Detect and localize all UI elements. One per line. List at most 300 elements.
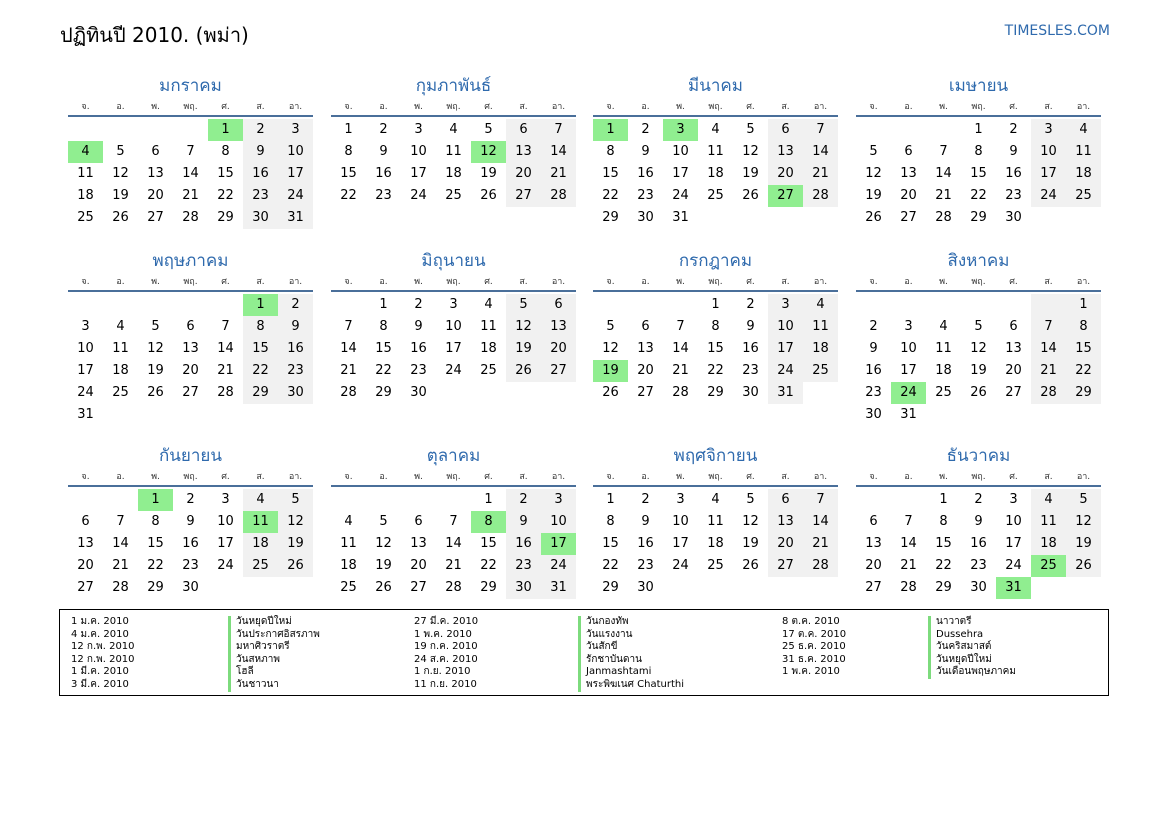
day-cell[interactable]: 5	[379, 514, 388, 529]
day-cell[interactable]: 16	[410, 341, 427, 356]
site-link[interactable]: TIMESLES.COM	[1004, 23, 1110, 39]
day-cell[interactable]: 29	[707, 385, 724, 400]
day-cell[interactable]: 8	[151, 514, 160, 529]
day-cell[interactable]: 3	[414, 122, 423, 137]
day-cell[interactable]: 27	[77, 580, 94, 595]
day-cell[interactable]: 8	[606, 514, 615, 529]
day-cell[interactable]: 25	[112, 385, 129, 400]
day-cell[interactable]: 19	[970, 363, 987, 378]
day-cell[interactable]: 15	[935, 536, 952, 551]
day-cell[interactable]: 22	[375, 363, 392, 378]
day-cell[interactable]: 11	[1031, 511, 1066, 533]
day-cell[interactable]: 25	[480, 363, 497, 378]
day-cell[interactable]: 10	[445, 319, 462, 334]
day-cell[interactable]: 15	[970, 166, 987, 181]
day-cell[interactable]: 24	[445, 363, 462, 378]
day-cell[interactable]: 27	[768, 555, 803, 577]
day-cell[interactable]: 6	[506, 119, 541, 141]
day-cell[interactable]: 10	[768, 316, 803, 338]
day-cell[interactable]: 20	[900, 188, 917, 203]
day-cell[interactable]: 19	[112, 188, 129, 203]
day-cell[interactable]: 14	[672, 341, 689, 356]
day-cell[interactable]: 8	[939, 514, 948, 529]
day-cell[interactable]: 20	[147, 188, 164, 203]
day-cell[interactable]: 5	[116, 144, 125, 159]
day-cell[interactable]: 25	[707, 188, 724, 203]
day-cell[interactable]: 5	[506, 294, 541, 316]
day-cell[interactable]: 30	[1005, 210, 1022, 225]
day-cell[interactable]: 9	[641, 144, 650, 159]
day-cell[interactable]: 24	[77, 385, 94, 400]
day-cell[interactable]: 20	[410, 558, 427, 573]
day-cell[interactable]: 9	[379, 144, 388, 159]
day-cell[interactable]: 2	[379, 122, 388, 137]
holiday-day-cell[interactable]: 12	[471, 141, 506, 163]
day-cell[interactable]: 2	[869, 319, 878, 334]
day-cell[interactable]: 7	[449, 514, 458, 529]
day-cell[interactable]: 15	[147, 536, 164, 551]
day-cell[interactable]: 17	[77, 363, 94, 378]
day-cell[interactable]: 10	[1005, 514, 1022, 529]
day-cell[interactable]: 26	[112, 210, 129, 225]
day-cell[interactable]: 15	[480, 536, 497, 551]
day-cell[interactable]: 24	[1031, 185, 1066, 207]
day-cell[interactable]: 28	[803, 185, 838, 207]
day-cell[interactable]: 6	[541, 294, 576, 316]
day-cell[interactable]: 20	[637, 363, 654, 378]
day-cell[interactable]: 16	[970, 536, 987, 551]
day-cell[interactable]: 27	[182, 385, 199, 400]
day-cell[interactable]: 13	[77, 536, 94, 551]
day-cell[interactable]: 25	[77, 210, 94, 225]
holiday-day-cell[interactable]: 25	[1031, 555, 1066, 577]
day-cell[interactable]: 18	[77, 188, 94, 203]
day-cell[interactable]: 7	[116, 514, 125, 529]
day-cell[interactable]: 2	[278, 294, 313, 316]
day-cell[interactable]: 6	[768, 119, 803, 141]
day-cell[interactable]: 14	[217, 341, 234, 356]
day-cell[interactable]: 15	[707, 341, 724, 356]
day-cell[interactable]: 23	[1005, 188, 1022, 203]
day-cell[interactable]: 9	[506, 511, 541, 533]
day-cell[interactable]: 20	[506, 163, 541, 185]
day-cell[interactable]: 1	[939, 492, 948, 507]
holiday-day-cell[interactable]: 19	[593, 360, 628, 382]
day-cell[interactable]: 30	[865, 407, 882, 422]
day-cell[interactable]: 2	[414, 297, 423, 312]
day-cell[interactable]: 31	[278, 207, 313, 229]
day-cell[interactable]: 12	[602, 341, 619, 356]
day-cell[interactable]: 7	[676, 319, 685, 334]
day-cell[interactable]: 2	[974, 492, 983, 507]
day-cell[interactable]: 21	[217, 363, 234, 378]
day-cell[interactable]: 1	[344, 122, 353, 137]
day-cell[interactable]: 26	[375, 580, 392, 595]
day-cell[interactable]: 18	[1031, 533, 1066, 555]
day-cell[interactable]: 30	[410, 385, 427, 400]
day-cell[interactable]: 24	[410, 188, 427, 203]
day-cell[interactable]: 24	[672, 558, 689, 573]
day-cell[interactable]: 9	[243, 141, 278, 163]
day-cell[interactable]: 22	[707, 363, 724, 378]
day-cell[interactable]: 14	[900, 536, 917, 551]
day-cell[interactable]: 29	[970, 210, 987, 225]
day-cell[interactable]: 5	[869, 144, 878, 159]
day-cell[interactable]: 1	[974, 122, 983, 137]
day-cell[interactable]: 18	[1066, 163, 1101, 185]
holiday-day-cell[interactable]: 1	[243, 294, 278, 316]
day-cell[interactable]: 29	[602, 580, 619, 595]
day-cell[interactable]: 10	[217, 514, 234, 529]
day-cell[interactable]: 4	[449, 122, 458, 137]
day-cell[interactable]: 4	[1066, 119, 1101, 141]
day-cell[interactable]: 13	[182, 341, 199, 356]
day-cell[interactable]: 23	[637, 558, 654, 573]
day-cell[interactable]: 11	[707, 514, 724, 529]
day-cell[interactable]: 7	[1031, 316, 1066, 338]
day-cell[interactable]: 13	[506, 141, 541, 163]
day-cell[interactable]: 11	[1066, 141, 1101, 163]
day-cell[interactable]: 3	[449, 297, 458, 312]
day-cell[interactable]: 3	[541, 489, 576, 511]
day-cell[interactable]: 26	[970, 385, 987, 400]
day-cell[interactable]: 12	[865, 166, 882, 181]
day-cell[interactable]: 22	[970, 188, 987, 203]
day-cell[interactable]: 8	[344, 144, 353, 159]
holiday-day-cell[interactable]: 1	[593, 119, 628, 141]
day-cell[interactable]: 12	[742, 514, 759, 529]
day-cell[interactable]: 17	[900, 363, 917, 378]
day-cell[interactable]: 30	[182, 580, 199, 595]
day-cell[interactable]: 3	[81, 319, 90, 334]
day-cell[interactable]: 14	[541, 141, 576, 163]
day-cell[interactable]: 12	[506, 316, 541, 338]
holiday-day-cell[interactable]: 24	[891, 382, 926, 404]
day-cell[interactable]: 16	[637, 166, 654, 181]
day-cell[interactable]: 28	[217, 385, 234, 400]
day-cell[interactable]: 25	[340, 580, 357, 595]
day-cell[interactable]: 26	[865, 210, 882, 225]
day-cell[interactable]: 17	[217, 536, 234, 551]
day-cell[interactable]: 30	[742, 385, 759, 400]
day-cell[interactable]: 4	[711, 122, 720, 137]
day-cell[interactable]: 23	[506, 555, 541, 577]
day-cell[interactable]: 4	[243, 489, 278, 511]
day-cell[interactable]: 13	[410, 536, 427, 551]
day-cell[interactable]: 28	[803, 555, 838, 577]
day-cell[interactable]: 4	[116, 319, 125, 334]
day-cell[interactable]: 28	[541, 185, 576, 207]
day-cell[interactable]: 31	[768, 382, 803, 404]
day-cell[interactable]: 16	[243, 163, 278, 185]
day-cell[interactable]: 23	[865, 385, 882, 400]
day-cell[interactable]: 7	[186, 144, 195, 159]
day-cell[interactable]: 3	[278, 119, 313, 141]
day-cell[interactable]: 7	[803, 119, 838, 141]
day-cell[interactable]: 11	[112, 341, 129, 356]
day-cell[interactable]: 29	[375, 385, 392, 400]
day-cell[interactable]: 5	[484, 122, 493, 137]
day-cell[interactable]: 13	[900, 166, 917, 181]
day-cell[interactable]: 15	[340, 166, 357, 181]
day-cell[interactable]: 9	[414, 319, 423, 334]
day-cell[interactable]: 8	[1066, 316, 1101, 338]
day-cell[interactable]: 12	[147, 341, 164, 356]
day-cell[interactable]: 26	[278, 555, 313, 577]
day-cell[interactable]: 18	[707, 536, 724, 551]
day-cell[interactable]: 21	[541, 163, 576, 185]
day-cell[interactable]: 4	[484, 297, 493, 312]
day-cell[interactable]: 17	[410, 166, 427, 181]
day-cell[interactable]: 23	[637, 188, 654, 203]
day-cell[interactable]: 26	[480, 188, 497, 203]
day-cell[interactable]: 14	[803, 141, 838, 163]
day-cell[interactable]: 28	[900, 580, 917, 595]
day-cell[interactable]: 14	[1031, 338, 1066, 360]
day-cell[interactable]: 10	[1031, 141, 1066, 163]
day-cell[interactable]: 17	[1005, 536, 1022, 551]
day-cell[interactable]: 23	[742, 363, 759, 378]
day-cell[interactable]: 29	[480, 580, 497, 595]
day-cell[interactable]: 6	[186, 319, 195, 334]
day-cell[interactable]: 12	[112, 166, 129, 181]
day-cell[interactable]: 6	[414, 514, 423, 529]
day-cell[interactable]: 9	[1009, 144, 1018, 159]
day-cell[interactable]: 12	[742, 144, 759, 159]
day-cell[interactable]: 21	[803, 533, 838, 555]
day-cell[interactable]: 8	[243, 316, 278, 338]
day-cell[interactable]: 4	[711, 492, 720, 507]
day-cell[interactable]: 23	[278, 360, 313, 382]
day-cell[interactable]: 18	[707, 166, 724, 181]
day-cell[interactable]: 26	[742, 188, 759, 203]
day-cell[interactable]: 22	[243, 360, 278, 382]
day-cell[interactable]: 24	[768, 360, 803, 382]
day-cell[interactable]: 6	[151, 144, 160, 159]
day-cell[interactable]: 27	[506, 185, 541, 207]
day-cell[interactable]: 2	[1009, 122, 1018, 137]
day-cell[interactable]: 15	[1066, 338, 1101, 360]
day-cell[interactable]: 29	[243, 382, 278, 404]
day-cell[interactable]: 1	[711, 297, 720, 312]
day-cell[interactable]: 21	[803, 163, 838, 185]
holiday-day-cell[interactable]: 27	[768, 185, 803, 207]
day-cell[interactable]: 4	[939, 319, 948, 334]
day-cell[interactable]: 18	[445, 166, 462, 181]
day-cell[interactable]: 9	[641, 514, 650, 529]
day-cell[interactable]: 17	[445, 341, 462, 356]
day-cell[interactable]: 13	[147, 166, 164, 181]
day-cell[interactable]: 10	[77, 341, 94, 356]
day-cell[interactable]: 19	[742, 536, 759, 551]
day-cell[interactable]: 26	[147, 385, 164, 400]
day-cell[interactable]: 5	[746, 122, 755, 137]
day-cell[interactable]: 14	[803, 511, 838, 533]
day-cell[interactable]: 13	[768, 141, 803, 163]
day-cell[interactable]: 29	[935, 580, 952, 595]
day-cell[interactable]: 7	[904, 514, 913, 529]
day-cell[interactable]: 3	[904, 319, 913, 334]
day-cell[interactable]: 4	[344, 514, 353, 529]
day-cell[interactable]: 5	[151, 319, 160, 334]
day-cell[interactable]: 11	[935, 341, 952, 356]
day-cell[interactable]: 19	[278, 533, 313, 555]
day-cell[interactable]: 1	[379, 297, 388, 312]
day-cell[interactable]: 6	[641, 319, 650, 334]
day-cell[interactable]: 7	[344, 319, 353, 334]
day-cell[interactable]: 9	[746, 319, 755, 334]
day-cell[interactable]: 8	[974, 144, 983, 159]
day-cell[interactable]: 16	[278, 338, 313, 360]
day-cell[interactable]: 1	[606, 492, 615, 507]
day-cell[interactable]: 10	[410, 144, 427, 159]
day-cell[interactable]: 24	[217, 558, 234, 573]
day-cell[interactable]: 10	[672, 144, 689, 159]
day-cell[interactable]: 18	[340, 558, 357, 573]
day-cell[interactable]: 17	[672, 166, 689, 181]
day-cell[interactable]: 22	[340, 188, 357, 203]
day-cell[interactable]: 11	[707, 144, 724, 159]
day-cell[interactable]: 26	[1066, 555, 1101, 577]
day-cell[interactable]: 17	[278, 163, 313, 185]
day-cell[interactable]: 28	[935, 210, 952, 225]
day-cell[interactable]: 16	[637, 536, 654, 551]
day-cell[interactable]: 29	[147, 580, 164, 595]
day-cell[interactable]: 24	[672, 188, 689, 203]
day-cell[interactable]: 17	[672, 536, 689, 551]
day-cell[interactable]: 25	[707, 558, 724, 573]
day-cell[interactable]: 28	[445, 580, 462, 595]
day-cell[interactable]: 14	[445, 536, 462, 551]
day-cell[interactable]: 30	[637, 580, 654, 595]
day-cell[interactable]: 21	[1031, 360, 1066, 382]
holiday-day-cell[interactable]: 3	[663, 119, 698, 141]
day-cell[interactable]: 30	[243, 207, 278, 229]
day-cell[interactable]: 7	[541, 119, 576, 141]
day-cell[interactable]: 26	[602, 385, 619, 400]
day-cell[interactable]: 2	[186, 492, 195, 507]
day-cell[interactable]: 25	[445, 188, 462, 203]
day-cell[interactable]: 25	[1066, 185, 1101, 207]
day-cell[interactable]: 27	[147, 210, 164, 225]
day-cell[interactable]: 25	[243, 555, 278, 577]
day-cell[interactable]: 6	[81, 514, 90, 529]
day-cell[interactable]: 28	[672, 385, 689, 400]
day-cell[interactable]: 16	[1005, 166, 1022, 181]
day-cell[interactable]: 2	[506, 489, 541, 511]
day-cell[interactable]: 13	[768, 511, 803, 533]
day-cell[interactable]: 13	[541, 316, 576, 338]
day-cell[interactable]: 27	[410, 580, 427, 595]
day-cell[interactable]: 18	[112, 363, 129, 378]
day-cell[interactable]: 2	[641, 492, 650, 507]
day-cell[interactable]: 18	[803, 338, 838, 360]
day-cell[interactable]: 22	[147, 558, 164, 573]
day-cell[interactable]: 27	[637, 385, 654, 400]
day-cell[interactable]: 27	[900, 210, 917, 225]
day-cell[interactable]: 11	[803, 316, 838, 338]
day-cell[interactable]: 16	[182, 536, 199, 551]
day-cell[interactable]: 9	[278, 316, 313, 338]
day-cell[interactable]: 19	[1066, 533, 1101, 555]
day-cell[interactable]: 27	[865, 580, 882, 595]
day-cell[interactable]: 6	[1009, 319, 1018, 334]
day-cell[interactable]: 20	[77, 558, 94, 573]
day-cell[interactable]: 30	[278, 382, 313, 404]
day-cell[interactable]: 16	[506, 533, 541, 555]
day-cell[interactable]: 20	[541, 338, 576, 360]
day-cell[interactable]: 13	[1005, 341, 1022, 356]
day-cell[interactable]: 23	[243, 185, 278, 207]
day-cell[interactable]: 2	[243, 119, 278, 141]
day-cell[interactable]: 21	[900, 558, 917, 573]
day-cell[interactable]: 20	[865, 558, 882, 573]
day-cell[interactable]: 5	[974, 319, 983, 334]
day-cell[interactable]: 9	[186, 514, 195, 529]
day-cell[interactable]: 22	[602, 558, 619, 573]
day-cell[interactable]: 22	[602, 188, 619, 203]
day-cell[interactable]: 14	[112, 536, 129, 551]
day-cell[interactable]: 22	[1066, 360, 1101, 382]
holiday-day-cell[interactable]: 31	[996, 577, 1031, 599]
day-cell[interactable]: 10	[541, 511, 576, 533]
day-cell[interactable]: 20	[768, 533, 803, 555]
day-cell[interactable]: 23	[375, 188, 392, 203]
day-cell[interactable]: 10	[278, 141, 313, 163]
day-cell[interactable]: 19	[480, 166, 497, 181]
day-cell[interactable]: 5	[1066, 489, 1101, 511]
day-cell[interactable]: 31	[672, 210, 689, 225]
day-cell[interactable]: 25	[935, 385, 952, 400]
day-cell[interactable]: 22	[935, 558, 952, 573]
day-cell[interactable]: 17	[768, 338, 803, 360]
day-cell[interactable]: 3	[1031, 119, 1066, 141]
day-cell[interactable]: 8	[221, 144, 230, 159]
day-cell[interactable]: 24	[278, 185, 313, 207]
day-cell[interactable]: 10	[672, 514, 689, 529]
day-cell[interactable]: 3	[1009, 492, 1018, 507]
day-cell[interactable]: 6	[869, 514, 878, 529]
day-cell[interactable]: 30	[970, 580, 987, 595]
day-cell[interactable]: 18	[243, 533, 278, 555]
day-cell[interactable]: 21	[672, 363, 689, 378]
day-cell[interactable]: 21	[340, 363, 357, 378]
day-cell[interactable]: 7	[939, 144, 948, 159]
day-cell[interactable]: 8	[606, 144, 615, 159]
day-cell[interactable]: 20	[768, 163, 803, 185]
day-cell[interactable]: 20	[182, 363, 199, 378]
day-cell[interactable]: 14	[935, 166, 952, 181]
day-cell[interactable]: 22	[217, 188, 234, 203]
day-cell[interactable]: 7	[803, 489, 838, 511]
day-cell[interactable]: 21	[445, 558, 462, 573]
day-cell[interactable]: 7	[221, 319, 230, 334]
day-cell[interactable]: 28	[340, 385, 357, 400]
day-cell[interactable]: 19	[147, 363, 164, 378]
day-cell[interactable]: 1	[1066, 294, 1101, 316]
day-cell[interactable]: 21	[112, 558, 129, 573]
day-cell[interactable]: 19	[742, 166, 759, 181]
day-cell[interactable]: 4	[1031, 489, 1066, 511]
day-cell[interactable]: 16	[375, 166, 392, 181]
day-cell[interactable]: 27	[541, 360, 576, 382]
day-cell[interactable]: 21	[182, 188, 199, 203]
day-cell[interactable]: 12	[1066, 511, 1101, 533]
day-cell[interactable]: 9	[869, 341, 878, 356]
day-cell[interactable]: 24	[1005, 558, 1022, 573]
holiday-day-cell[interactable]: 1	[208, 119, 243, 141]
day-cell[interactable]: 28	[112, 580, 129, 595]
